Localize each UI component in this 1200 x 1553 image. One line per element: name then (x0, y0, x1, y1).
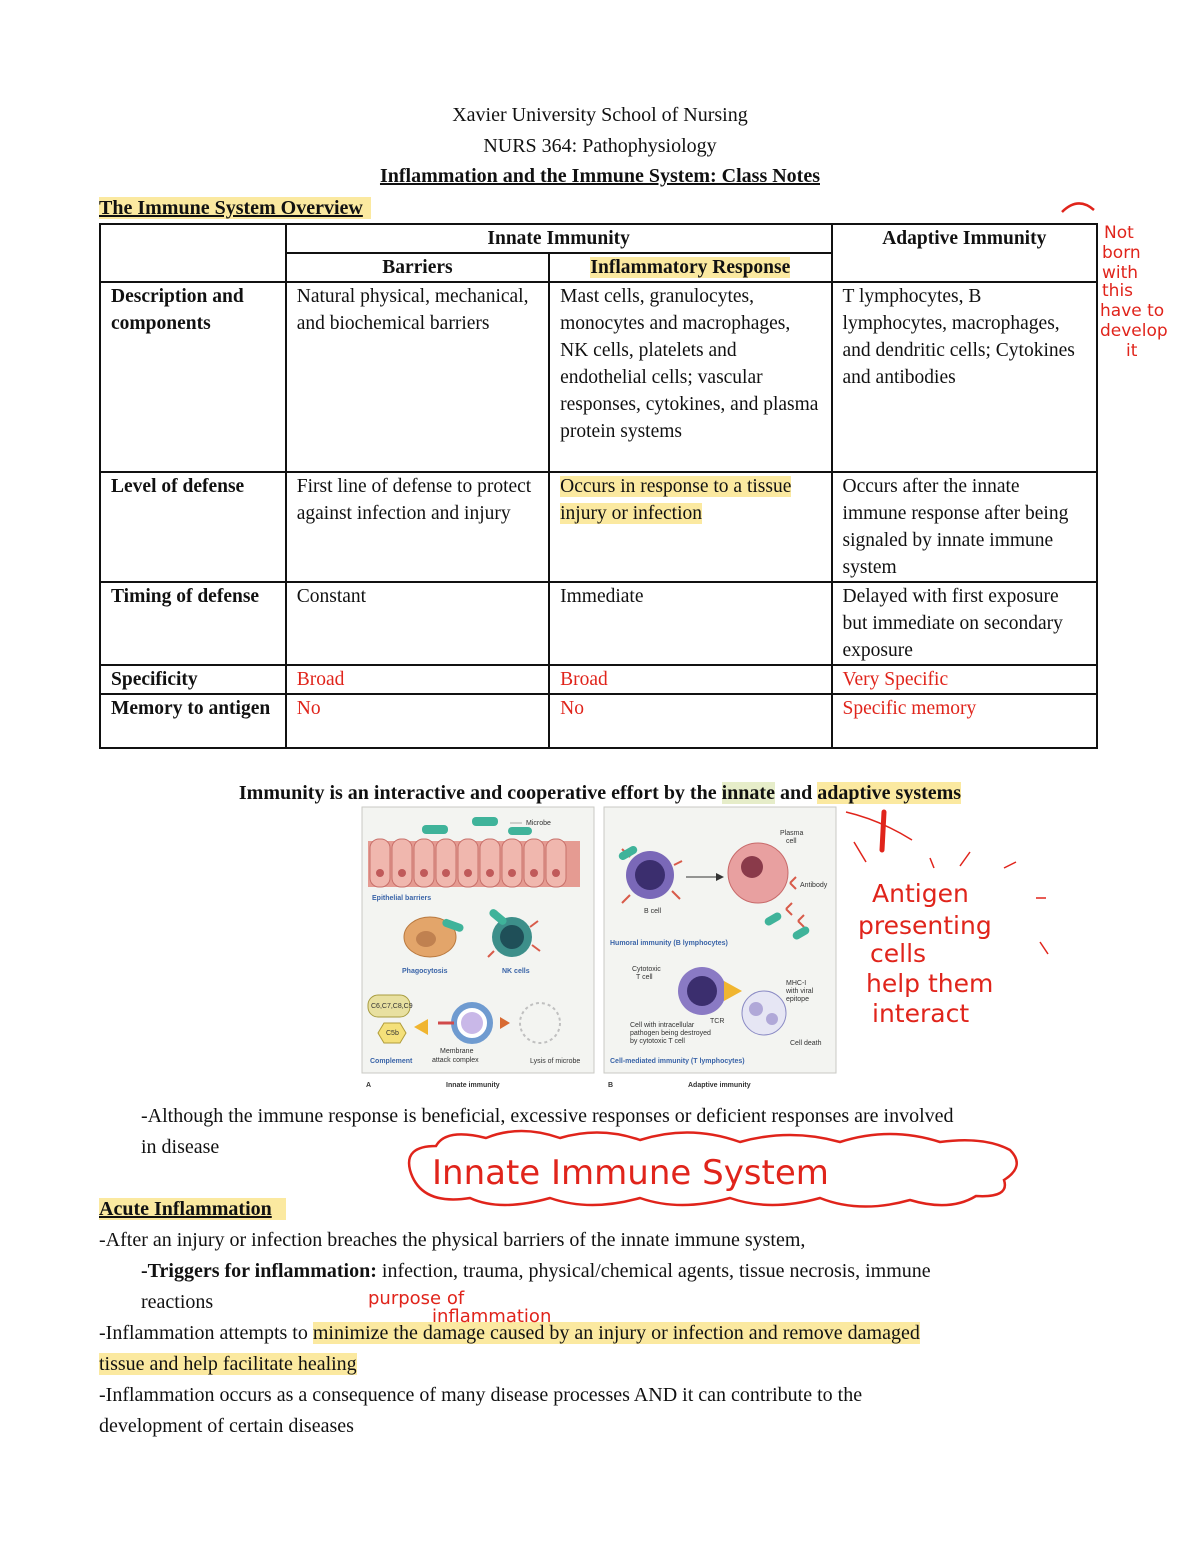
triggers-line-2: reactions (141, 1291, 214, 1313)
cell-barriers: Constant (286, 582, 549, 665)
cell-adaptive: T lymphocytes, B lymphocytes, macrophages, and dendritic cells; Cytokines and antibodies (832, 282, 1097, 472)
label-antibody: Antibody (800, 882, 828, 889)
svg-text:purpose of: purpose of (368, 1288, 465, 1309)
label-mhc3: epitope (786, 996, 809, 1003)
label-microbe: Microbe (526, 820, 551, 827)
label-mhc2: with viral (786, 988, 814, 995)
cell-inflammatory: Mast cells, granulocytes, monocytes and macrophages, NK cells, platelets and endothelial cells; vascular responses, cytokines, and plasma protein systems (549, 282, 831, 472)
section-title-overview: The Immune System Overview (99, 195, 371, 221)
label-panel-a: A (366, 1082, 372, 1089)
label-phagocytosis: Phagocytosis (402, 968, 448, 975)
consequence-line-2: development of certain diseases (99, 1415, 354, 1437)
note-innate-immune-system: Innate Immune System (432, 1153, 829, 1193)
although-line-2: in disease (141, 1136, 220, 1158)
label-intra2: pathogen being destroyed (630, 1030, 711, 1037)
label-membrane: Membrane (440, 1048, 474, 1055)
label-plasma-cell: cell (786, 838, 797, 845)
cell-adaptive: Very Specific (832, 665, 1097, 694)
svg-text:develop: develop (1100, 321, 1168, 341)
label-plasma: Plasma (780, 830, 804, 837)
cell-adaptive: Specific memory (832, 694, 1097, 748)
label-cytotoxic: Cytotoxic (632, 966, 661, 973)
cell-barriers: Natural physical, mechanical, and biochemical barriers (286, 282, 549, 472)
cell-inflammatory: No (549, 694, 831, 748)
header-adaptive-immunity: Adaptive Immunity (832, 224, 1097, 282)
caption-adaptive: Adaptive immunity (688, 1082, 751, 1089)
cell-adaptive: Delayed with first exposure but immediate on secondary exposure (832, 582, 1097, 665)
svg-text:this: this (1102, 281, 1134, 301)
school-name: Xavier University School of Nursing (452, 104, 748, 126)
label-cell-mediated: Cell-mediated immunity (T lymphocytes) (610, 1058, 745, 1065)
note-not-born (1100, 223, 1168, 361)
label-nk-cells: NK cells (502, 968, 530, 975)
cell-inflammatory: Occurs in response to a tissue injury or infection (549, 472, 831, 582)
header-innate-immunity: Innate Immunity (286, 224, 832, 253)
label-intra1: Cell with intracellular (630, 1022, 695, 1029)
cell-barriers: Broad (286, 665, 549, 694)
svg-text:help them: help them (866, 969, 994, 998)
label-attack-complex: attack complex (432, 1057, 479, 1064)
svg-text:interact: interact (872, 999, 970, 1028)
cooperation-statement: Immunity is an interactive and cooperative effort by the innate and adaptive systems (238, 782, 962, 804)
annotation-arc (1062, 203, 1094, 212)
cell-inflammatory: Immediate (549, 582, 831, 665)
label-t-cell: T cell (636, 974, 653, 981)
svg-text:inflammation: inflammation (432, 1306, 552, 1327)
label-humoral: Humoral immunity (B lymphocytes) (610, 940, 728, 947)
row-label: Description and components (100, 282, 286, 472)
label-cell-death: Cell death (790, 1040, 822, 1047)
cell-barriers: First line of defense to protect against infection and injury (286, 472, 549, 582)
svg-text:presenting: presenting (858, 911, 992, 940)
row-label: Specificity (100, 665, 286, 694)
label-c5b: C5b (386, 1030, 399, 1037)
section-title-acute: Acute Inflammation (99, 1196, 286, 1222)
svg-text:Antigen: Antigen (872, 879, 969, 908)
label-epithelial-barriers: Epithelial barriers (372, 895, 432, 902)
cell-inflammatory: Broad (549, 665, 831, 694)
caption-innate: Innate immunity (446, 1082, 500, 1089)
svg-text:with: with (1102, 263, 1139, 283)
purpose-line-1: -Inflammation attempts to minimize the damage caused by an injury or infection and remove damaged (99, 1322, 920, 1344)
header-inflammatory-response: Inflammatory Response (549, 253, 831, 282)
acute-paragraph-1: -After an injury or infection breaches the physical barriers of the innate immune system, (99, 1229, 806, 1251)
svg-text:Not: Not (1104, 223, 1134, 243)
label-complement: Complement (370, 1058, 413, 1065)
note-antigen-presenting (858, 879, 993, 1028)
note-purpose-of-inflammation (368, 1288, 551, 1327)
label-b-cell: B cell (644, 908, 662, 915)
label-intra3: by cytotoxic T cell (630, 1038, 685, 1045)
row-label: Timing of defense (100, 582, 286, 665)
svg-text:it: it (1126, 341, 1138, 361)
course-name: NURS 364: Pathophysiology (483, 135, 717, 157)
label-tcr: TCR (710, 1018, 725, 1025)
cell-adaptive: Occurs after the innate immune response after being signaled by innate immune system (832, 472, 1097, 582)
triggers-line: -Triggers for inflammation: infection, trauma, physical/chemical agents, tissue necrosis, immune (141, 1260, 931, 1282)
row-label: Level of defense (100, 472, 286, 582)
annotation-pointer-line (846, 812, 912, 840)
label-mhc1: MHC-I (786, 980, 807, 987)
svg-text:have to: have to (1100, 301, 1165, 321)
svg-text:born: born (1102, 243, 1141, 263)
label-panel-b: B (608, 1082, 614, 1089)
row-label: Memory to antigen (100, 694, 286, 748)
annotation-mark (882, 812, 884, 850)
label-c6-c9: C6,C7,C8,C9 (371, 1003, 413, 1010)
although-line-1: -Although the immune response is beneficial, excessive responses or deficient responses are involved (141, 1105, 954, 1127)
label-lysis: Lysis of microbe (530, 1058, 581, 1065)
page-title: Inflammation and the Immune System: Class Notes (379, 165, 820, 187)
header-barriers: Barriers (286, 253, 549, 282)
purpose-line-2: tissue and help facilitate healing (99, 1353, 357, 1375)
svg-text:cells: cells (870, 939, 927, 968)
cell-barriers: No (286, 694, 549, 748)
consequence-line-1: -Inflammation occurs as a consequence of many disease processes AND it can contribute to the (99, 1384, 863, 1406)
